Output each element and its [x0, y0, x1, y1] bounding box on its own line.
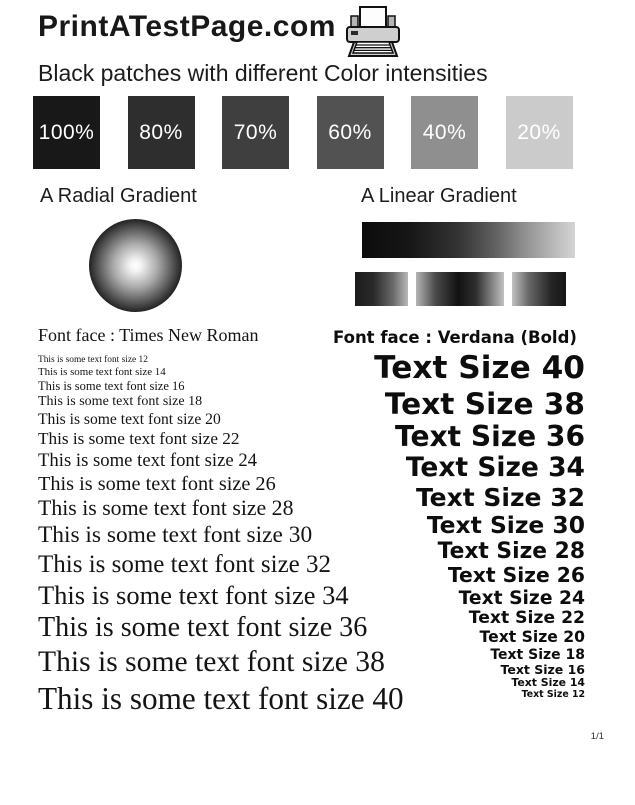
linear-gradient-strip-segment — [512, 272, 566, 306]
font-sample-line: Text Size 16 — [500, 662, 585, 678]
font-sample-line: Text Size 26 — [447, 563, 585, 588]
font-sample-line: Text Size 22 — [468, 608, 585, 629]
font-sample-line: This is some text font size 24 — [38, 449, 258, 471]
font-sample-line: Text Size 38 — [384, 386, 585, 421]
font-sample-line: This is some text font size 22 — [38, 429, 240, 449]
times-font-heading: Font face : Times New Roman — [38, 325, 259, 345]
font-sample-line: This is some text font size 28 — [38, 496, 294, 521]
printer-icon — [344, 5, 402, 60]
font-sample-line: Text Size 18 — [490, 646, 585, 663]
patch-label: 100% — [38, 120, 95, 144]
patches-heading: Black patches with different Color intensities — [38, 60, 488, 86]
font-sample-line: Text Size 40 — [374, 350, 585, 386]
font-sample-line: Text Size 14 — [511, 676, 585, 690]
font-sample-line: Text Size 28 — [437, 539, 585, 565]
font-sample-line: Text Size 30 — [426, 511, 585, 540]
linear-gradient-strip-segment — [355, 272, 408, 306]
font-sample-line: Text Size 34 — [405, 452, 585, 484]
radial-gradient-heading: A Radial Gradient — [40, 185, 197, 207]
patch-label: 40% — [422, 120, 467, 144]
font-sample-line: This is some text font size 20 — [38, 410, 221, 428]
font-sample-line: This is some text font size 26 — [38, 472, 276, 495]
patch-label: 70% — [233, 120, 278, 144]
verdana-font-heading: Font face : Verdana (Bold) — [333, 328, 577, 347]
verdana-font-lines — [333, 351, 585, 701]
patch-label: 60% — [328, 120, 372, 144]
font-sample-line: Text Size 20 — [479, 628, 585, 646]
ink-patch — [317, 96, 384, 169]
patch-label: 20% — [517, 120, 561, 144]
font-sample-line: This is some text font size 34 — [38, 579, 349, 610]
verdana-font-section — [333, 328, 585, 701]
page-number: 1/1 — [590, 731, 604, 742]
font-sample-line: This is some text font size 14 — [38, 366, 166, 379]
font-sample-line: This is some text font size 32 — [38, 550, 332, 578]
linear-gradient-sample — [362, 222, 575, 258]
ink-patch — [33, 96, 100, 169]
font-sample-line: This is some text font size 40 — [38, 680, 404, 716]
font-sample-line: This is some text font size 16 — [38, 379, 185, 394]
site-title: PrintATestPage.com — [38, 10, 336, 43]
linear-gradient-strip-segment — [416, 272, 504, 306]
ink-patch — [506, 96, 573, 169]
ink-patch — [222, 96, 289, 169]
radial-gradient-sample — [89, 219, 182, 312]
font-sample-line: This is some text font size 12 — [38, 355, 148, 365]
patch-label: 80% — [139, 120, 183, 144]
font-sample-line: Text Size 12 — [521, 688, 585, 700]
font-sample-line: This is some text font size 38 — [38, 645, 385, 678]
font-sample-line: This is some text font size 18 — [38, 394, 203, 410]
ink-patch — [411, 96, 478, 169]
font-sample-line: This is some text font size 30 — [38, 522, 313, 549]
linear-gradient-heading: A Linear Gradient — [361, 185, 517, 207]
patch-row — [33, 96, 573, 169]
ink-patch — [128, 96, 195, 169]
font-sample-line: Text Size 32 — [415, 482, 585, 512]
font-sample-line: Text Size 36 — [395, 419, 585, 453]
font-sample-line: Text Size 24 — [458, 587, 585, 609]
font-sample-line: This is some text font size 36 — [38, 612, 368, 644]
